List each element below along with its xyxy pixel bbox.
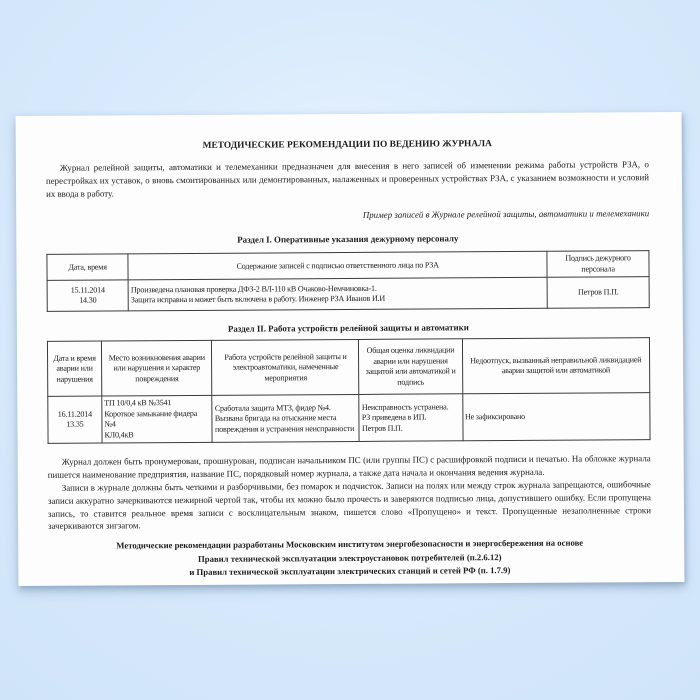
example-caption: Пример записей в Журнале релейной защиты, автоматики и телемеханики (362, 208, 650, 221)
cell-location: ТП 10/0,4 кВ №3541 Короткое замыкание фидера №4 КЛ0,4кВ (102, 396, 213, 444)
document-page (16, 112, 685, 586)
document-title: МЕТОДИЧЕСКИЕ РЕКОМЕНДАЦИИ ПО ВЕДЕНИЮ ЖУРНАЛА (202, 139, 492, 151)
section1-table (46, 251, 649, 313)
cell-assessment: Неисправность устранена. РЗ приведена в ИП. Петров П.П. (359, 394, 462, 442)
cell-datetime: 15.11.2014 14.30 (47, 280, 128, 311)
header-cell-datetime: Дата и время аварии или нарушения (47, 341, 101, 396)
intro-paragraph: Журнал релейной защиты, автоматики и телемеханики предназначен для внесения в него записей об изменении режима работы устройств РЗА, о перестройках их уставок, о вновь смонтированных или демонтированных, налаженных и проверенных устройствах РЗА, с указанием возможности и условий их ввода в работу. (45, 159, 649, 199)
footer-line: Методические рекомендации разработаны Московским институтом энергобезопасности и энергосбережения на основе (116, 537, 584, 551)
rules-paragraph-1: Журнал должен быть пронумерован, прошнурован, подписан начальником ПС (или группы ПС) с расшифровкой подписи и печатью. На обложке журнала пишется наименование предприятия, название ПС, порядковый номер журнала, а также дата начала и окончания ведения журнала. (47, 453, 651, 481)
header-cell-undersupply: Недоотпуск, вызванный неправильной ликвидацией аварии защитой или автоматикой (462, 338, 650, 394)
cell-content: Произведена плановая проверка ДФЗ-2 ВЛ-110 кВ Очаково-Немчиновка-1. Защита исправна и может быть включена в работу. Инженер РЗА Иванов И.И (128, 278, 547, 312)
footer-line: и Правил технической эксплуатации электрических станций и сетей РФ (п. 1.7.9) (189, 565, 511, 577)
header-cell-location: Место возникновения аварии или нарушения и характер повреждения (101, 341, 212, 397)
header-cell-assessment: Общая оценка ликвидации аварии или нарушения защитой или автоматикой и подпись (359, 339, 462, 395)
table-header-row (47, 338, 649, 397)
header-cell-content: Содержание записей с подписью ответственного лица по РЗА (128, 252, 547, 281)
footer-line: Правил технической эксплуатации электроустановок потребителей (п.2.6.12) (197, 551, 502, 564)
section1-heading: Раздел I. Оперативные указания дежурному персоналу (237, 233, 459, 246)
table-header-row (47, 251, 649, 281)
header-cell-datetime: Дата, время (47, 254, 128, 280)
section2-heading: Раздел II. Работа устройств релейной защиты и автоматики (227, 322, 469, 335)
cell-undersupply: Не зафиксировано (462, 393, 650, 441)
header-cell-operation: Работа устройств релейной защиты и электроавтоматики, намеченные мероприятия (212, 340, 359, 396)
footer-attribution (48, 536, 651, 580)
cell-datetime: 16.11.2014 13.35 (48, 396, 102, 443)
table-row (47, 277, 649, 312)
section2-table (47, 338, 651, 445)
cell-operation: Сработала защита МТЗ, фидер №4. Вызвана бригада на отыскание места повреждения и устранения неисправности (212, 395, 359, 443)
header-cell-signature: Подпись дежурного персонала (547, 251, 649, 278)
rules-paragraph-2: Записи в журнале должны быть четкими и разборчивыми, без помарок и подчисток. Записи на полях или между строк журнала запрещаются, ошибочные записи аккуратно зачеркиваются нежирной чертой так, чтобы их можно было прочесть и заверяются подписью лица, допустившего ошибку. Если пропущена запись, то ставится реальное время записи с восклицательным знаком, пишется слово «Пропущено» и текст. Пропущенные незаполненные строки зачеркиваются зигзагом. (47, 479, 652, 532)
table-row (48, 393, 650, 444)
cell-signature: Петров П.П. (547, 277, 649, 309)
